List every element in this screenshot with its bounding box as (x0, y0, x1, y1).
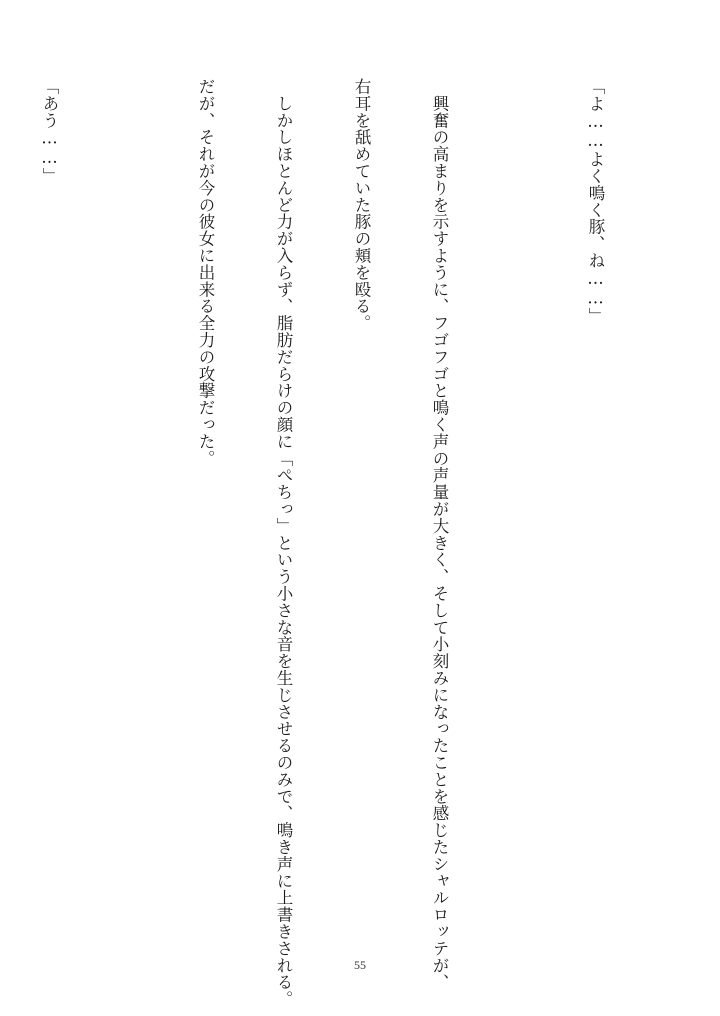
page-number: 55 (354, 958, 366, 972)
text-column (504, 78, 530, 940)
text-column (114, 78, 140, 940)
text-column: 右耳を舐めていた豚の頬を殴る。 (352, 78, 371, 332)
text-column: しかしほとんど力が入らず、脂肪だらけの顔に「ぺちっ」という小さな音を生じさせるのみで、鳴き声に上書きされる。 (274, 78, 293, 1008)
text-column: 「よ……よく鳴く豚、ね……」 (586, 78, 605, 325)
text-column: だが、それが今の彼女に出来る全力の攻撃だった。 (196, 78, 215, 467)
text-column: 興奮の高まりを示すように、フゴフゴと鳴く声の声量が大きく、そして小刻みになったことを感じたシャルロッテが、 (430, 78, 449, 991)
text-column: 「あう……」 (40, 78, 59, 185)
